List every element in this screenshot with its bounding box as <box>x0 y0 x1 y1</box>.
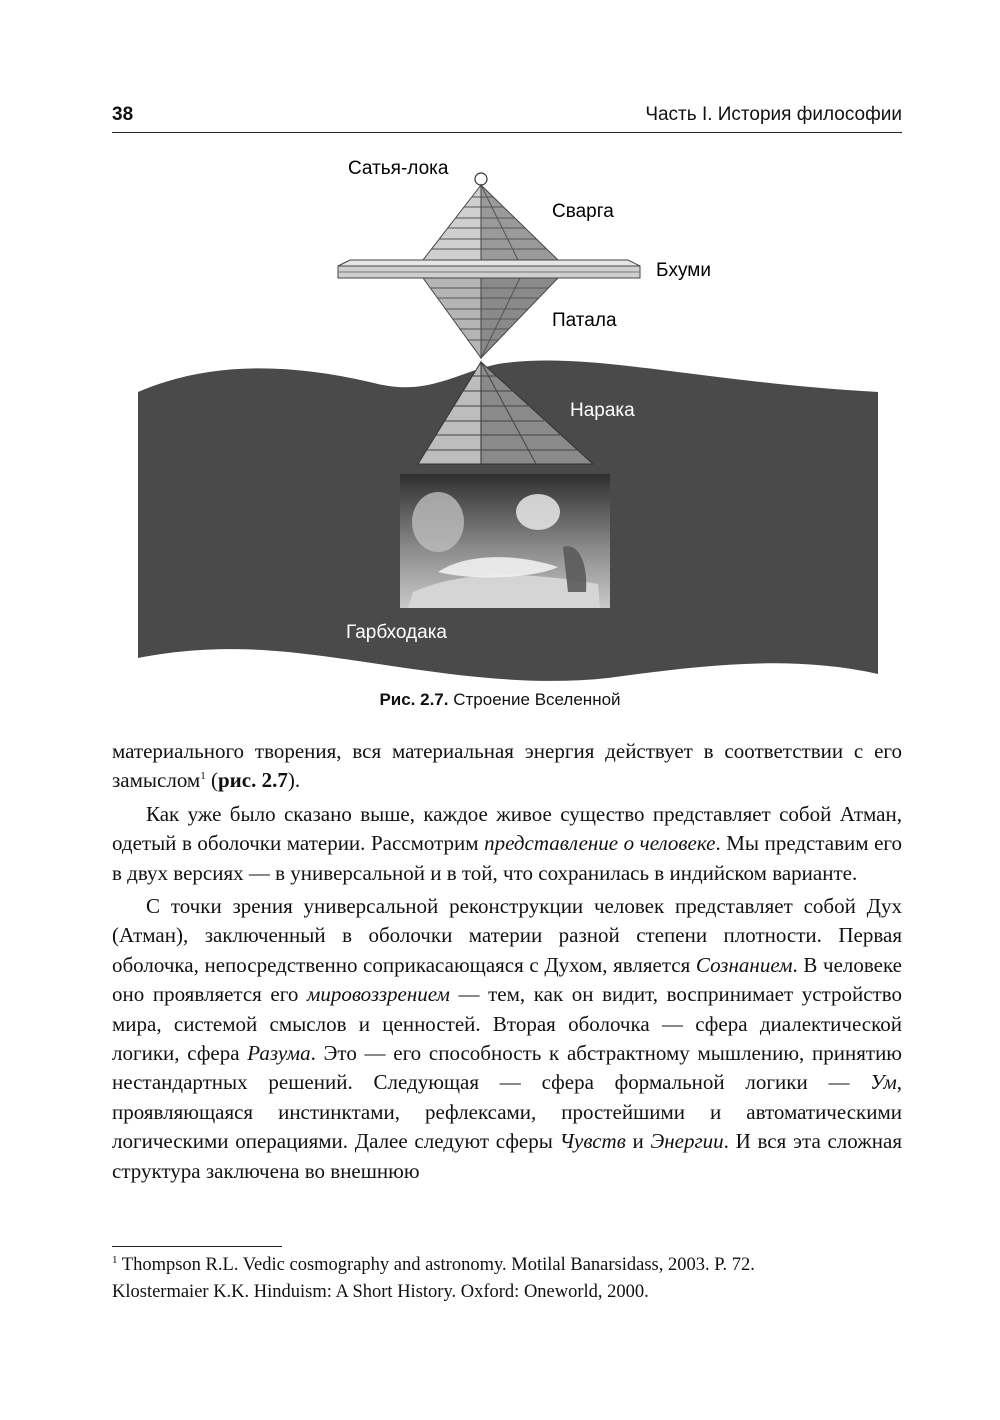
p3-text-b: . В человеке оно проявляется его <box>112 952 903 1007</box>
term-reason: Разума <box>247 1041 311 1066</box>
figure-drawing <box>138 152 880 692</box>
p1-paren-open: ( <box>210 768 218 793</box>
p2-text-a: Как уже было сказано выше, каждое живое существо представляет собой Атман, одетый в оболочки материи. Рассмотрим <box>112 801 902 856</box>
p3-text-c: — тем, как он видит, воспринимает устройство мира, системой смыслов и ценностей. Вторая оболочка — сфера диалектической логики, сфера <box>112 982 902 1066</box>
label-patala: Патала <box>552 310 617 331</box>
universe-structure-figure <box>138 152 880 692</box>
paragraph-1 <box>112 737 902 796</box>
caption-number: Рис. 2.7. <box>379 690 449 709</box>
bhumi-plate <box>338 260 640 278</box>
p2-emphasis: представление о человеке <box>484 831 716 856</box>
running-title: Часть I. История философии <box>645 104 902 125</box>
footnote-mark: 1 <box>112 1253 118 1266</box>
p1-text: материального творения, вся материальная энергия действует в соответствии с его замыслом <box>112 739 902 793</box>
footnote-1-line-1 <box>112 1252 902 1279</box>
figure-ref: рис. 2.7 <box>217 768 288 793</box>
paragraph-2 <box>112 800 902 888</box>
footnote-1-text: Thompson R.L. Vedic cosmography and astronomy. Motilal Banarsidass, 2003. P. 72. <box>117 1255 755 1275</box>
footnotes <box>112 1252 902 1306</box>
footnote-divider <box>112 1246 282 1247</box>
term-energy: Энергии <box>650 1129 724 1154</box>
p3-text-f: и <box>625 1129 651 1154</box>
body-text <box>112 737 902 1190</box>
label-svarga: Сварга <box>552 201 614 222</box>
label-satya-loka: Сатья-лока <box>348 158 449 179</box>
label-garbhodaka: Гарбходака <box>346 622 447 643</box>
page-header <box>112 100 902 133</box>
page-number: 38 <box>112 104 134 125</box>
paragraph-3 <box>112 892 902 1186</box>
vishnu-illustration <box>400 474 610 608</box>
term-worldview: мировоззрением <box>306 982 450 1007</box>
satya-loka-circle <box>475 173 487 185</box>
patala-pyramid <box>423 278 558 358</box>
p3-text-e: , проявляющаяся инстинктами, рефлексами, простейшими и автоматическими логическими операциями. Далее следуют сферы <box>112 1070 902 1154</box>
footnote-ref: 1 <box>200 770 206 783</box>
p3-text-a: С точки зрения универсальной реконструкции человек представляет собой Дух (Атман), заключенный в оболочки материи разной степени плотности. Первая оболочка, непосредственно соприкасающаяся с Духом, является <box>112 894 902 977</box>
p3-text-g: . И вся эта сложная структура заключена во внешнюю <box>112 1129 902 1183</box>
caption-title: Строение Вселенной <box>453 690 621 709</box>
p3-text-d: . Это — его способность к абстрактному мышлению, принятию нестандартных решений. Следующая — сфера формальной логики — <box>112 1041 902 1095</box>
term-mind: Ум <box>870 1070 897 1095</box>
term-consciousness: Сознанием <box>695 952 793 977</box>
label-bhumi: Бхуми <box>656 260 711 281</box>
term-feelings: Чувств <box>559 1129 626 1154</box>
p1-paren-close: ). <box>287 768 301 793</box>
figure-caption <box>0 690 1000 710</box>
p2-text-b: . Мы представим его в двух версиях — в универсальной и в той, что сохранилась в индийском варианте. <box>112 831 903 885</box>
label-naraka: Нарака <box>570 400 635 421</box>
svarga-pyramid <box>423 185 558 260</box>
footnote-1-line-2: Klostermaier K.K. Hinduism: A Short History. Oxford: Oneworld, 2000. <box>112 1282 649 1302</box>
